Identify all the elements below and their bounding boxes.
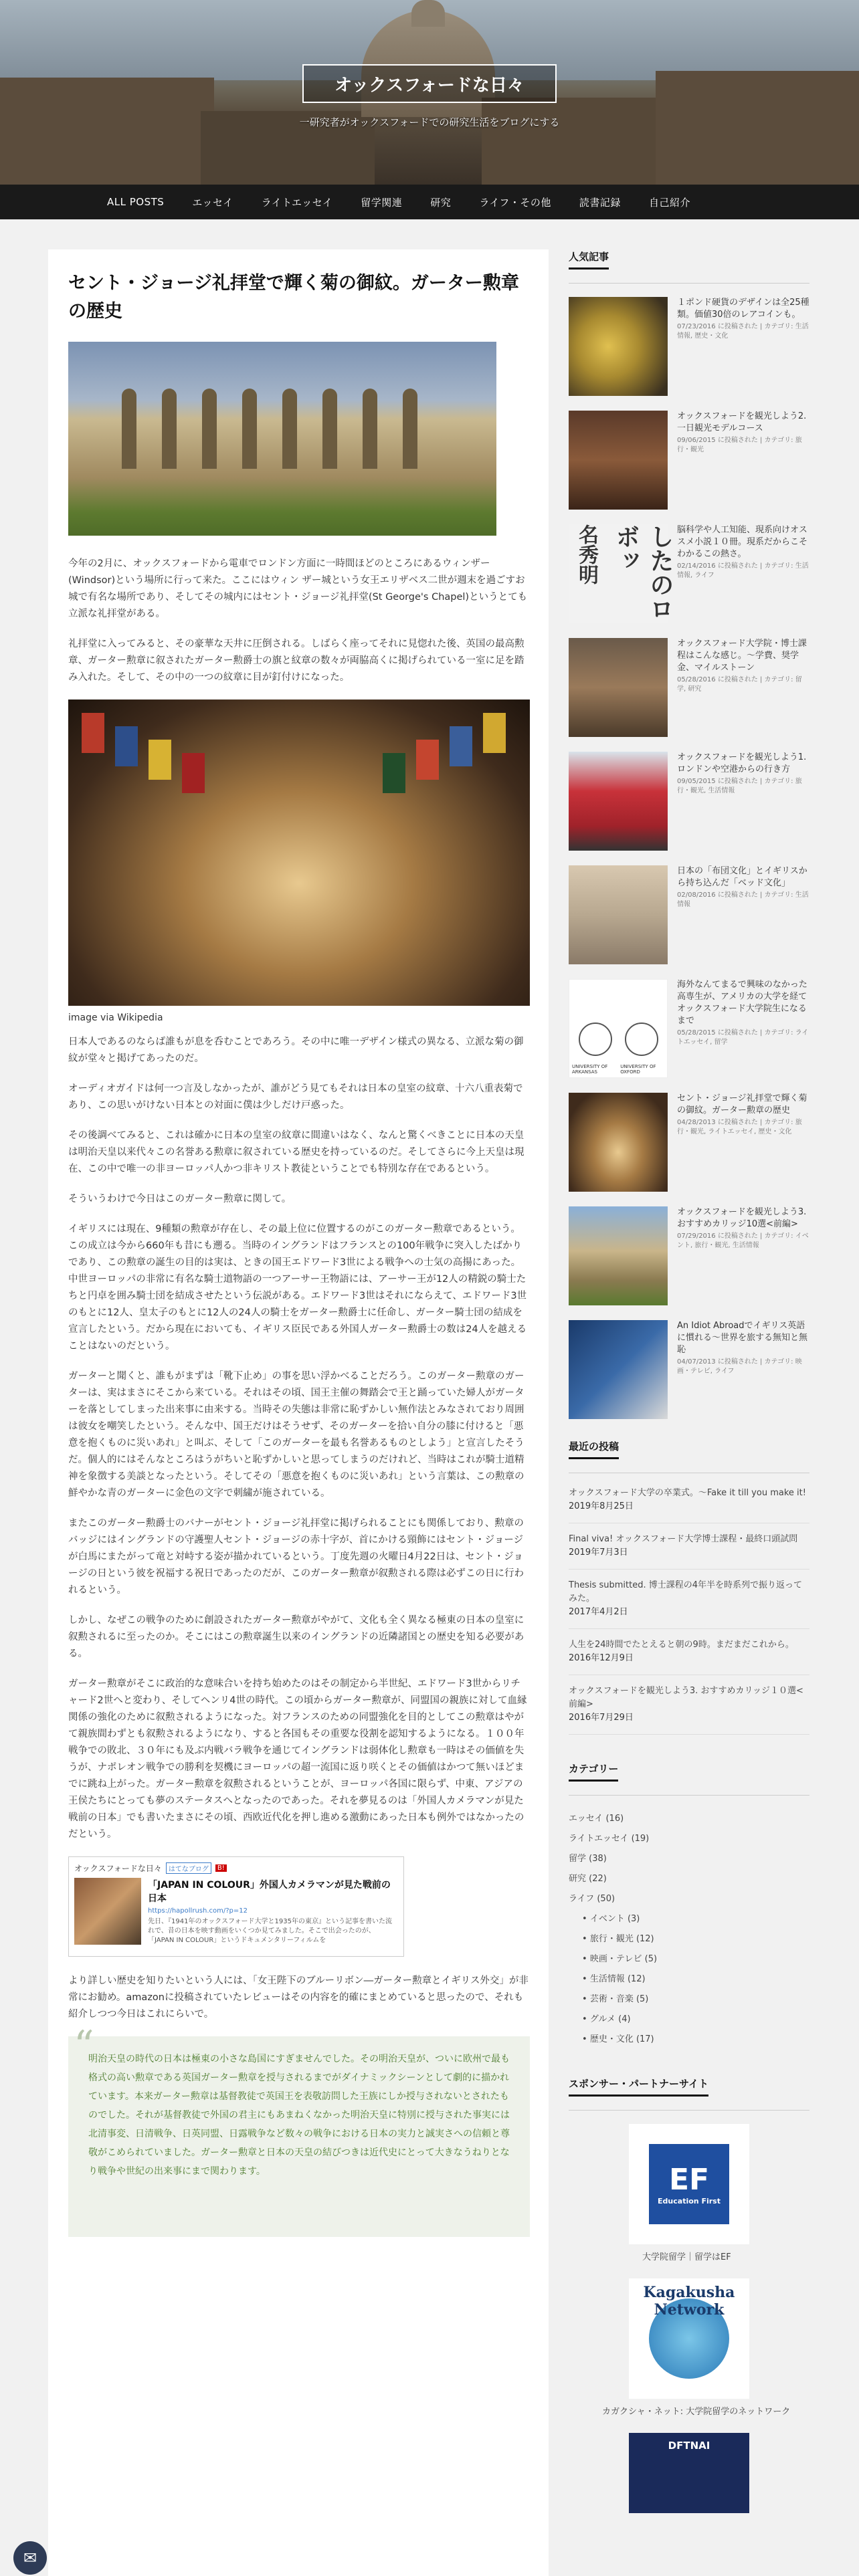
paragraph: そういうわけで今日はこのガーター勲章に関して。 [68,1194,292,1204]
quote-text: 明治天皇の時代の日本は極東の小さな島国にすぎませんでした。その明治天皇が、ついに欧州で最も格式の高い勲章である英国ガーター勲章を授与されるまでがダイナミックシーンとして劇的に描かれています。本来ガーター勲章は基督教徒で英国王を表敬訪問した王族にしか授与されないとされたものでした。それが基督教徒で外国の君主にもあまねくなかった明治天皇に特別に授与された事実には北清事変、日清戦争、日英同盟、日露戦争など数々の戦争における日本の実力と誠実さへの信頼と尊敬がこめられていました。ガーター勲章と日本の天皇の結びつきは近代史にとって大きなうねりとなり戦争や世紀の出来事にまで関わります。 [88,2054,510,2177]
sponsor-caption[interactable]: カガクシャ・ネット: 大学院留学のネットワーク [602,2407,791,2417]
chapel-window [162,389,177,469]
popular-post-meta: 02/08/2016 に投稿された | カテゴリ: 生活情報 [677,891,809,908]
paragraph: 日本人であるのならば誰もが息を呑むことであろう。その中に唯一デザイン様式の異なる、立派な菊の御紋が堂々と掲げてあったのだ。 [68,1037,524,1064]
category-label[interactable]: 生活情報 (12) [589,1974,646,1984]
category-movie-tv[interactable]: • 映画・テレビ (5) [582,1954,658,1964]
banner [416,740,439,780]
recent-post[interactable] [569,1685,809,1735]
ef-logo-mark [649,2144,729,2224]
popular-post[interactable] [569,752,809,851]
blockquote [68,2022,530,2237]
quote-mark-icon: “ [74,2022,94,2069]
idiot-abroad-thumbnail[interactable] [569,1320,668,1419]
recent-post-date: 2017年4月2日 [569,1607,628,1617]
dftnai-text: DFTNAI [668,2440,710,2452]
post-content [48,249,549,2576]
category-label[interactable]: イベント (3) [589,1914,640,1924]
windsor-chapel-image [68,342,496,536]
popular-post-meta: 07/23/2016 に投稿された | カテゴリ: 生活情報, 歴史・文化 [677,323,809,340]
site-header [0,0,859,185]
chapel-window [322,389,337,469]
ef-name: Education First [658,2197,721,2206]
recent-post-title[interactable]: オックスフォードを観光しよう3. おすすめカリッジ１０選<前編> [569,1686,803,1709]
embed-description: 先日、『1941年のオックスフォード大学と1935年の東京』という記事を書いた流れで、昔の日本を映す動画をいくつか見てみました。そこで出会ったのが、「JAPAN IN COLOUR」というドキュメンタリーフィルムを [148,1918,392,1944]
popular-post[interactable] [569,297,809,396]
recent-post-title[interactable]: オックスフォード大学の卒業式。〜Fake it till you make it! [569,1488,806,1498]
dftnai-logo[interactable] [629,2433,749,2513]
popular-post-meta: 09/05/2015 に投稿された | カテゴリ: 旅行・観光, 生活情報 [677,778,802,794]
category-essay[interactable]: エッセイ (16) [569,1814,624,1824]
futon-thumbnail[interactable] [569,865,668,964]
header-cupola [411,0,445,27]
sponsors-heading: スポンサー・パートナーサイト [569,2076,708,2097]
banner [182,753,205,793]
banner [149,740,171,780]
popular-post-title[interactable]: 脳科学や人工知能、現系向けオススメ小説１０冊。現系だからこそわかるこの熱さ。 [677,525,808,559]
popular-post-title[interactable]: オックスフォードを観光しよう2. 一日観光モデルコース [677,411,807,433]
chapel-window [122,389,136,469]
paragraph: ガーターと聞くと、誰もがまずは「靴下止め」の事を思い浮かべることだろう。このガーター勲章のガーターは、実はまさにそこから来ている。それはその頃、国王主催の舞踏会で王と踊っていた婦人がガーターを落としてしまった出来事に由来する。当時その失態は非常に恥ずかしい無作法とみなされており周囲は彼女を嘲笑したという。そんな中、国王だけはそうせず、そのガーターを拾い自分の膝に付けると「悪意を抱くものに災いあれ」と叫ぶ、そして「このガーターを最も名誉あるものとしよう」と宣言したそうだ。個人的にはそんなところはうがちいと恥ずかしいと思ってしまうのだけれど、当時はこれが騎士道精神を象徴する美談となったという。そしてその「悪意を抱くものに災いあれ」という言葉は、この勲章の鮮やかな青のガーターに金色の文字で刺繍が施されている。 [68,1371,524,1499]
popular-post-title[interactable]: An Idiot Abroadでイギリス英語に慣れる〜世界を旅する無知と無恥 [677,1321,808,1355]
paragraph: イギリスには現在、9種類の勲章が存在し、その最上位に位置するのがこのガーター勲章であるという。この成立は今から660年も昔にも遡る。当時のイングランドはフランスとの100年戦争に突入したばかりであり、この勲章の誕生の目的は実は、ときの国王エドワード3世による戦争への士気の高揚にあった。中世ヨーロッパの非常に有名な騎士道物語の一つアーサー王物語には、アーサー王が12人の精鋭の騎士たちと円卓を囲み騎士団を結成させたという伝説がある。エドワード3世はそれにならえて、エドワード3世のもとに12人、皇太子のもとに12人の24人の騎士をガーター勲爵士に任命し、ガーター騎士団の結成を宣言したという。だから現在においても、イギリス臣民である外国人ガーター勲爵士の数は24人を越えることはないのだという。 [68,1224,527,1352]
popular-post-meta: 07/29/2016 に投稿された | カテゴリ: イベント, 旅行・観光, 生活情報 [677,1232,809,1249]
popular-post-title[interactable]: １ポンド硬貨のデザインは全25種類。価値30倍のレアコインも。 [677,298,809,320]
recent-post-title[interactable]: 人生を24時間でたとえると朝の9時。まだまだこれから。 [569,1640,794,1650]
categories-heading: カテゴリー [569,1761,618,1782]
hatena-badge[interactable]: はてなブログ [166,1862,211,1874]
category-label[interactable]: 歴史・文化 (17) [589,2034,654,2044]
paragraph: しかし、なぜこの戦争のために創設されたガーター勲章がやがて、文化も全く異なる極東の日本の皇室に叙勲されるに至ったのか。そこにはこの勲章誕生以来のイングランドの近隣諸国との歴史を知る必要がある。 [68,1615,524,1659]
popular-post-meta: 04/07/2013 に投稿された | カテゴリ: 映画・テレビ, ライフ [677,1358,802,1375]
popular-post[interactable] [569,411,809,510]
bookmark-badge[interactable]: B! [215,1864,227,1872]
garter-banners-image [68,700,530,1006]
category-label[interactable]: 旅行・観光 (12) [589,1934,654,1944]
category-gourmet[interactable]: • グルメ (4) [582,2014,631,2024]
popular-post[interactable] [569,1320,809,1419]
post-title: セント・ジョージ礼拝堂で輝く菊の御紋。ガーター勲章の歴史 [68,273,519,322]
category-label[interactable]: 映画・テレビ (5) [589,1954,658,1964]
arkansas-label: UNIVERSITY OF ARKANSAS [572,1064,608,1075]
ef-logo[interactable] [629,2124,749,2244]
embed-site-name: オックスフォードな日々 [74,1864,162,1873]
banner [483,713,506,753]
chapel-window [282,389,297,469]
recent-post-title[interactable]: Thesis submitted. 博士課程の4年半を時系列で振り返ってみた。 [569,1580,802,1604]
banner [450,726,472,766]
category-life[interactable]: ライフ (50) [569,1894,615,1904]
paragraph: オーディオガイドは何一つ言及しなかったが、誰がどう見てもそれは日本の皇室の紋章、十六八重表菊であり、この思いがけない日本との対面に僕は少しだけ戸惑った。 [68,1083,523,1111]
popular-post[interactable] [569,865,809,964]
recent-post[interactable] [569,1579,809,1629]
embed-title[interactable]: 「JAPAN IN COLOUR」外国人カメラマンが見た戦前の日本 [148,1880,391,1904]
banner [115,726,138,766]
nav-light-essay[interactable]: ライトエッセイ [261,196,333,209]
blog-card-embed[interactable] [68,1856,404,1957]
paragraph: 今年の2月に、オックスフォードから電車でロンドン方面に一時間ほどのところにあるウィンザー(Windsor)という場所に行って来た。ここにはウィン ザー城という女王エリザベス二世が週末を過ごすお城で有名な場所であり、そしてその城内にはセント・ジョージ礼拝堂(St George's Chapel)というとても立派な礼拝堂がある。 [68,558,528,619]
paragraph: より詳しい歴史を知りたいという人には、「女王陛下のブルーリボン―ガーター勲章とイギリス外交」が非常にお勧め。amazonに投稿されていたレビューはその内容を的確にまとめていると思ったので、それも紹介しつつ今日はこれにらいで。 [68,1975,529,2020]
recent-post-date: 2016年12月9日 [569,1653,634,1663]
popular-post[interactable] [569,638,809,737]
popular-post-title[interactable]: オックスフォードを観光しよう1. ロンドンや空港からの行き方 [677,752,807,774]
nav-life[interactable]: ライフ・その他 [479,196,551,209]
paragraph: その後調べてみると、これは確かに日本の皇室の紋章に間違いはなく、なんと驚くべきことに日本の天皇は明治天皇以来代々この名誉ある勲章に叙されている歴史を持っているのだ。そしてさらに今上天皇は現在、この中で唯一の非ヨーロッパ人かつ非キリスト教徒ということでも特別な存在であるという。 [68,1130,524,1174]
oxford-seal-icon [625,1023,658,1056]
paragraph: 礼拝堂に入ってみると、その豪華な天井に圧倒される。しばらく座ってそれに見惚れた後、英国の最高勲章、ガーター勲章に叙されたガーター勲爵士の旗と紋章の数々が両脇高くに掲げられている一室に足を踏み入れた。そして、その中の一つの紋章に目が釘付けになった。 [68,639,524,683]
kagakusha-text: Kagakusha Network [643,2284,735,2319]
nav-essay[interactable]: エッセイ [192,196,233,209]
book-cover-thumbnail[interactable] [569,524,674,623]
ef-letters: EF [668,2163,710,2197]
site-subtitle: 一研究者がオックスフォードでの研究生活をブログにする [299,116,560,128]
category-research[interactable]: 研究 (22) [569,1874,607,1884]
recent-posts-heading: 最近の投稿 [569,1439,619,1459]
popular-post[interactable] [569,1206,809,1305]
arkansas-seal-icon [579,1023,612,1056]
popular-post-meta: 05/28/2016 に投稿された | カテゴリ: 留学, 研究 [677,676,802,693]
popular-post-meta: 02/14/2016 に投稿された | カテゴリ: 生活情報, ライフ [677,562,809,579]
popular-post[interactable] [569,1093,809,1192]
university-seals-thumbnail[interactable] [569,979,668,1078]
banner [383,753,405,793]
book-text: したのロボッ [612,524,674,621]
category-event[interactable]: • イベント (3) [582,1914,640,1924]
popular-post-meta: 05/28/2015 に投稿された | カテゴリ: ライトエッセイ, 留学 [677,1029,809,1046]
chapel-window [202,389,217,469]
site-title-text[interactable]: オックスフォードな日々 [335,75,524,96]
category-label[interactable]: グルメ (4) [589,2014,631,2024]
popular-post-meta: 04/28/2013 に投稿された | カテゴリ: 旅行・観光, ライトエッセイ, 歴史・文化 [677,1119,802,1136]
recent-post[interactable] [569,1533,809,1570]
bus-thumbnail[interactable] [569,752,668,851]
popular-post-title[interactable]: 日本の「布団文化」とイギリスから持ち込んだ「ベッド文化」 [677,866,807,888]
category-art-music[interactable]: • 芸術・音楽 (5) [582,1994,649,2004]
coins-thumbnail[interactable] [569,297,668,396]
nav-reading[interactable]: 読書記録 [579,196,621,209]
category-light-essay[interactable]: ライトエッセイ (19) [569,1834,650,1844]
category-history-culture[interactable]: • 歴史・文化 (17) [582,2034,654,2044]
chapel-window [363,389,377,469]
popular-post-meta: 09/06/2015 に投稿された | カテゴリ: 旅行・観光 [677,437,802,453]
chapel-window [242,389,257,469]
category-travel[interactable]: • 旅行・観光 (12) [582,1934,654,1944]
embed-url[interactable]: https://hapollrush.com/?p=12 [148,1907,248,1915]
graduation-thumbnail[interactable] [569,638,668,737]
image-caption: image via Wikipedia [68,1012,163,1023]
oxford-label: UNIVERSITY OF OXFORD [620,1064,656,1075]
popular-post[interactable] [569,524,809,623]
kagakusha-logo[interactable] [629,2278,749,2399]
recent-post-date: 2016年7月29日 [569,1713,634,1723]
nav-all-posts[interactable]: ALL POSTS [107,196,165,208]
oxford-street-thumbnail[interactable] [569,411,668,510]
popular-post[interactable] [569,979,809,1078]
nav-study-abroad[interactable]: 留学関連 [361,196,403,209]
category-living-info[interactable]: • 生活情報 (12) [582,1974,646,1984]
mail-icon[interactable]: ✉ [13,2541,47,2575]
nav-research[interactable]: 研究 [430,196,452,209]
sponsor-caption[interactable]: 大学院留学｜留学はEF [642,2252,731,2262]
chapel-window [403,389,417,469]
paragraph: またこのガーター勲爵士のバナーがセント・ジョージ礼拝堂に掲げられることにも関係しており、勲章のバッジにはイングランドの守護聖人セント・ジョージの赤十字が、首にかける頸飾にはセント・ジョージが白馬にまたがって竜と対峙する姿が描かれているという。丁度先週の火曜日4月22日は、セント・ジョージの日という彼を祝福する祝日であったのだが、このガーター勲章が叙勲される際は必ずこの日に行われるという。 [68,1518,524,1596]
site-title[interactable] [302,64,557,103]
popular-post-title[interactable]: オックスフォードを観光しよう3. おすすめカリッジ10選<前編> [677,1207,807,1229]
popular-posts-heading: 人気記事 [569,249,609,270]
category-label[interactable]: 芸術・音楽 (5) [589,1994,649,2004]
popular-post-title[interactable]: 海外なんてまるで興味のなかった高専生が、アメリカの大学を経てオックスフォード大学院生になるまで [677,980,807,1026]
nav-profile[interactable]: 自己紹介 [648,196,690,209]
paragraph: ガーター勲章がそこに政治的な意味合いを持ち始めたのはその制定から半世紀、エドワード3世からリチャード2世へと変わり、そしてヘンリ4世の時代。この頃からガーター勲章が、同盟国の親族に対して血縁関係の強化のために叙勲されるようになった。対フランスのための同盟強化を目的としてこの勲章はやがて親族間わずとも叙勲されるようになり、すると各国もその重要な役割を認知するようになる。１００年戦争での敗北、３０年にも及ぶ内戦バラ戦争を通じてイングランドは弱体化し勲章も一時はその価値を失うが、ナポレオン戦争での勝利を契機にヨーロッパの超一流国に返り咲くとその価値はかつて無いほどまでに跳ね上がった。ガーター勲章を叙勲されるということが、ヨーロッパ各国に限らず、中東、アジアの王侯たちにとっても夢のステータスへとなったのであった。それを夢見るのは「外国人カメラマンが見た戦前の日本」でも書いたまさにその頃、西欧近代化を押し進める激動にあった日本も例外ではなかったのだという。 [68,1679,527,1840]
recent-post-date: 2019年7月3日 [569,1547,628,1558]
college-thumbnail[interactable] [569,1206,668,1305]
book-author: 名秀明 [575,524,598,584]
chapel-thumbnail[interactable] [569,1093,668,1192]
sidebar [569,249,809,2576]
main-nav [0,185,859,219]
recent-post[interactable] [569,1487,809,1523]
popular-post-title[interactable]: オックスフォード大学院・博士課程はこんな感じ。〜学費、奨学金、マイルストーン [677,639,807,673]
header-building-left [0,78,214,185]
header-building [482,98,669,185]
recent-post-title[interactable]: Final viva! オックスフォード大学博士課程・最終口頭試問 [569,1534,798,1544]
banner [82,713,104,753]
recent-post[interactable] [569,1638,809,1675]
embed-thumbnail [74,1878,141,1945]
popular-post-title[interactable]: セント・ジョージ礼拝堂で輝く菊の御紋。ガーター勲章の歴史 [677,1093,807,1115]
recent-post-date: 2019年8月25日 [569,1501,634,1511]
category-study-abroad[interactable]: 留学 (38) [569,1854,607,1864]
